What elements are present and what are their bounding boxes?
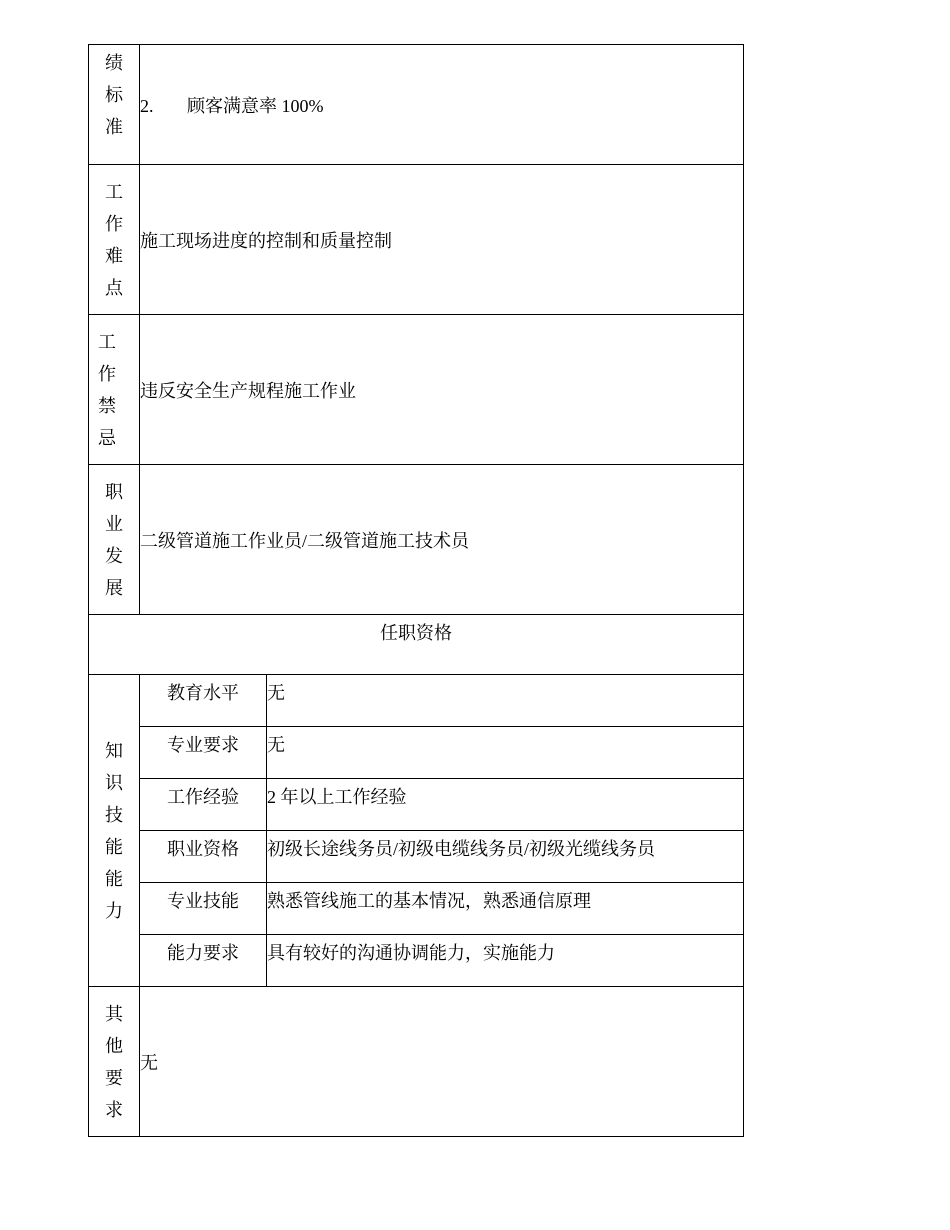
taboo-label xyxy=(89,315,140,465)
label-char: 禁 xyxy=(98,395,116,416)
qualification-label: 专业要求 xyxy=(140,727,267,779)
label-char: 作 xyxy=(98,363,116,384)
difficulty-row xyxy=(89,165,744,315)
qualifications-title: 任职资格 xyxy=(89,615,744,675)
qualification-row xyxy=(89,883,744,935)
label-char: 业 xyxy=(105,513,123,534)
qualification-row xyxy=(89,727,744,779)
career-label xyxy=(89,465,140,615)
qualification-label: 工作经验 xyxy=(140,779,267,831)
knowledge-skills-label xyxy=(89,675,140,987)
label-char: 发 xyxy=(105,545,123,566)
qualification-value: 具有较好的沟通协调能力，实施能力 xyxy=(267,935,744,987)
qualifications-title-row xyxy=(89,615,744,675)
label-char: 工 xyxy=(105,181,123,202)
other-content: 无 xyxy=(140,987,744,1137)
qualification-row xyxy=(89,935,744,987)
qualification-row xyxy=(89,831,744,883)
item-number: 2. xyxy=(140,95,154,116)
taboo-row xyxy=(89,315,744,465)
label-char: 工 xyxy=(98,331,116,352)
qualification-row xyxy=(89,675,744,727)
qualification-label: 职业资格 xyxy=(140,831,267,883)
label-char: 点 xyxy=(105,277,123,298)
performance-row xyxy=(89,45,744,165)
qualification-row xyxy=(89,779,744,831)
label-char: 展 xyxy=(105,577,123,598)
label-char: 能 xyxy=(105,836,123,857)
label-char: 标 xyxy=(105,85,123,105)
qualification-label: 能力要求 xyxy=(140,935,267,987)
difficulty-content: 施工现场进度的控制和质量控制 xyxy=(140,165,744,315)
label-char: 忌 xyxy=(98,427,116,448)
label-char: 要 xyxy=(105,1067,123,1088)
label-char: 技 xyxy=(105,804,123,825)
label-char: 求 xyxy=(105,1099,123,1120)
performance-label xyxy=(89,45,140,165)
taboo-content: 违反安全生产规程施工作业 xyxy=(140,315,744,465)
performance-content xyxy=(140,45,744,165)
qualification-label: 教育水平 xyxy=(140,675,267,727)
qualification-value: 熟悉管线施工的基本情况，熟悉通信原理 xyxy=(267,883,744,935)
qualification-value: 2 年以上工作经验 xyxy=(267,779,744,831)
label-char: 准 xyxy=(105,117,123,137)
label-char: 识 xyxy=(105,772,123,793)
label-char: 能 xyxy=(105,868,123,889)
label-char: 其 xyxy=(105,1003,123,1024)
qualification-value: 初级长途线务员/初级电缆线务员/初级光缆线务员 xyxy=(267,831,744,883)
career-content: 二级管道施工作业员/二级管道施工技术员 xyxy=(140,465,744,615)
qualification-value: 无 xyxy=(267,675,744,727)
difficulty-label xyxy=(89,165,140,315)
item-text: 顾客满意率 100% xyxy=(187,95,324,116)
label-char: 难 xyxy=(105,245,123,266)
other-row xyxy=(89,987,744,1137)
job-description-table xyxy=(88,44,744,1137)
label-char: 力 xyxy=(105,900,123,921)
label-char: 作 xyxy=(105,213,123,234)
qualification-value: 无 xyxy=(267,727,744,779)
label-char: 绩 xyxy=(105,53,123,73)
label-char: 他 xyxy=(105,1035,123,1056)
label-char: 知 xyxy=(105,740,123,761)
qualification-label: 专业技能 xyxy=(140,883,267,935)
career-row xyxy=(89,465,744,615)
label-char: 职 xyxy=(105,481,123,502)
other-label xyxy=(89,987,140,1137)
